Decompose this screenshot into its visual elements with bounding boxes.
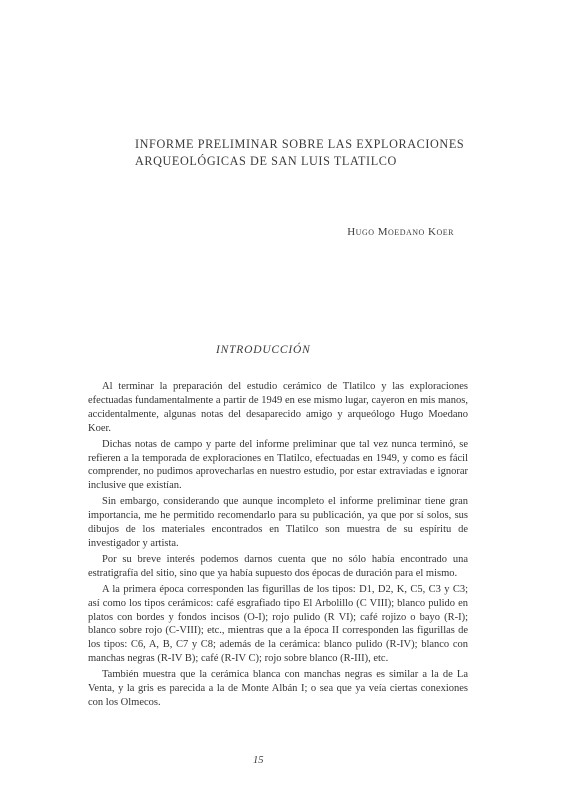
paragraph: Al terminar la preparación del estudio cerámico de Tlatilco y las exploraciones efectuadas fundamentalmente a partir de 1949 en ese mismo lugar, cayeron en mis manos, accidentalmente, algunas notas del desaparecido amigo y arqueólogo Hugo Moedano Koer.: [88, 381, 468, 434]
paragraph: Por su breve interés podemos darnos cuenta que no sólo había encontrado una estratigrafía del sitio, sino que ya había supuesto dos épocas de duración para el mismo.: [88, 553, 468, 579]
paragraph: Dichas notas de campo y parte del informe preliminar que tal vez nunca terminó, se refieren a la temporada de exploraciones en Tlatilco, efectuadas en 1949, y como es fácil comprender, no pudimos aprovecharlas en nuestro estudio, por estar extraviadas e ignorar inclusive que existían.: [88, 438, 468, 492]
title-line-2: ARQUEOLÓGICAS DE SAN LUIS TLATILCO: [135, 154, 397, 168]
paragraph: Sin embargo, considerando que aunque incompleto el informe preliminar tiene gran importancia, me he permitido recomendarlo para su publicación, ya que por sí solos, sus dibujos de los materiales encontrados en Tlatilco son muestra de su espíritu de investigador y artista.: [88, 496, 468, 549]
title-line-1: INFORME PRELIMINAR SOBRE LAS EXPLORACIONES: [135, 137, 465, 151]
document-title: [135, 136, 465, 170]
section-heading: INTRODUCCIÓN: [216, 344, 311, 356]
body-text: [88, 380, 468, 712]
paragraph: A la primera época corresponden las figurillas de los tipos: D1, D2, K, C5, C3 y C3; así como los tipos cerámicos: café esgrafiado tipo El Arbolillo (C VIII); blanco pulido en platos con bordes y fondos incisos (O-I); rojo pulido (R VI); café rojizo o bayo (R-I); blanco sobre rojo (C-VIII); etc., mientras que a la época II corresponden las figurillas de los tipos: C6, A, B, C7 y C8; además de la cerámica: blanco pulido (R-IV); blanco con manchas negras (R-IV B); café (R-IV C); rojo sobre blanco (R-III), etc.: [88, 583, 468, 665]
paragraph: También muestra que la cerámica blanca con manchas negras es similar a la de La Venta, y la gris es parecida a la de Monte Albán I; o sea que ya veía ciertas conexiones con los Olmecos.: [88, 669, 468, 708]
author-name: Hugo Moedano Koer: [347, 226, 454, 238]
page-number: 15: [253, 755, 264, 766]
